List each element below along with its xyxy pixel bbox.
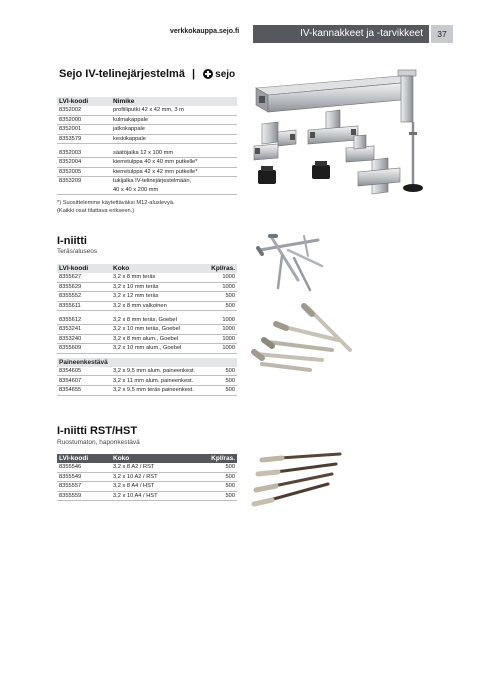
sejo-logo — [203, 69, 235, 80]
table-row — [57, 292, 237, 302]
product-code: 8355629 — [57, 282, 111, 292]
table-row — [57, 186, 237, 195]
product-qty: 1000 — [206, 315, 237, 324]
product-size: 3,2 x 8 mm teräs — [111, 273, 206, 282]
subsection-heading: Paineenkestävä — [57, 358, 237, 367]
product-code: 8355627 — [57, 273, 111, 282]
product-qty: 500 — [206, 385, 237, 395]
table-row — [57, 125, 237, 135]
rivet-table — [57, 264, 237, 396]
product-qty: 1000 — [206, 324, 237, 334]
table-row — [57, 157, 237, 167]
product-qty: 500 — [206, 376, 237, 386]
product-code: 8355546 — [57, 463, 111, 472]
table-row — [57, 148, 237, 157]
table-row — [57, 167, 237, 177]
product-size: 3,2 x 8 mm teräs, Goebel — [111, 315, 206, 324]
frame-parts-table — [57, 97, 237, 195]
table-row — [57, 115, 237, 125]
product-code: 8353240 — [57, 334, 111, 344]
product-code: 8352004 — [57, 157, 111, 167]
column-header-code: LVI-koodi — [57, 264, 111, 273]
table-row — [57, 472, 237, 482]
table-row — [57, 177, 237, 186]
product-qty: 1000 — [206, 273, 237, 282]
product-name: kierretulppa 40 x 40 mm putkelle* — [111, 157, 237, 167]
product-code: 8353241 — [57, 324, 111, 334]
product-size: 3,2 x 10 mm teräs, Goebel — [111, 324, 206, 334]
column-header-code: LVI-koodi — [57, 454, 111, 463]
product-qty: 1000 — [206, 334, 237, 344]
product-code: 8355609 — [57, 344, 111, 354]
table-row — [57, 324, 237, 334]
product-code: 8354655 — [57, 385, 111, 395]
product-size: 3,2 x 12 mm teräs — [111, 292, 206, 302]
title-separator: | — [192, 68, 196, 80]
footnote-line-2: (Kaikki osat tilattava erikseen.) — [57, 208, 135, 214]
product-size: 3,2 x 10 A4 / HST — [111, 491, 191, 501]
table-row — [57, 282, 237, 292]
site-url: verkkokauppa.sejo.fi — [170, 28, 240, 35]
product-code: 8352002 — [57, 106, 111, 115]
product-code: 8352001 — [57, 125, 111, 135]
table-row — [57, 273, 237, 282]
product-size: 3,2 x 8 A2 / RST — [111, 463, 191, 472]
table-row — [57, 134, 237, 144]
product-size: 3,2 x 9,5 mm teräs paineenkest. — [111, 385, 206, 395]
rst-rivet-table — [57, 454, 237, 501]
table-row — [57, 376, 237, 386]
product-size: 3,2 x 10 mm teräs — [111, 282, 206, 292]
product-code: 8355611 — [57, 301, 111, 311]
product-code: 8355559 — [57, 491, 111, 501]
sejo-logo-text: sejo — [215, 68, 236, 80]
product-code: 8353209 — [59, 178, 82, 185]
product-name: säätöjalka 12 x 100 mm — [111, 148, 237, 157]
table-row — [57, 334, 237, 344]
rivet-section-subtitle: Teräs/aluseos — [57, 248, 98, 255]
table-row — [57, 344, 237, 354]
page-number: 37 — [431, 25, 453, 43]
product-qty: 500 — [206, 292, 237, 302]
product-size: 3,2 x 10 A2 / RST — [111, 472, 191, 482]
category-banner: IV-kannakkeet ja -tarvikkeet — [253, 25, 429, 43]
goebel-rivets-illustration — [252, 300, 362, 378]
column-header-name: Nimike — [111, 97, 237, 106]
product-name: profiiliputki 42 x 42 mm, 3 m — [111, 106, 237, 115]
column-header-qty: Kpl/ras. — [206, 264, 237, 273]
rst-rivets-illustration — [252, 446, 344, 508]
product-name: jatkokappale — [111, 125, 237, 135]
product-code: 8355612 — [57, 315, 111, 324]
product-code: 8355557 — [57, 482, 111, 492]
frame-section-title: Sejo IV-telinejärjestelmä — [59, 68, 185, 80]
frame-system-illustration — [250, 62, 430, 202]
threaded-plug-image — [258, 161, 330, 184]
product-size: 3,2 x 9,5 mm alum. paineenkest. — [111, 367, 206, 376]
product-size: 3,2 x 8 A4 / HST — [111, 482, 191, 492]
table-row — [57, 491, 237, 501]
column-header-size: Koko — [111, 454, 191, 463]
product-code: 8352003 — [57, 148, 111, 157]
product-code: 8353579 — [57, 134, 111, 144]
rst-section-title: I-niitti RST/HST — [57, 425, 138, 437]
product-qty: 1000 — [206, 282, 237, 292]
product-code: 8352005 — [57, 167, 111, 177]
column-header-size: Koko — [111, 264, 206, 273]
product-name-continued: 40 x 40 x 200 mm — [111, 186, 237, 195]
steel-rivets-illustration — [252, 230, 342, 300]
table-row — [57, 301, 237, 311]
footnote — [57, 199, 175, 215]
product-name: kierretulppa 42 x 42 mm putkelle* — [111, 167, 237, 177]
product-code: 8355552 — [57, 292, 111, 302]
corner-piece-image — [254, 122, 296, 160]
column-header-code: LVI-koodi — [57, 97, 111, 106]
rst-section-subtitle: Ruostumaton, haponkestävä — [57, 439, 140, 446]
joint-piece-image — [358, 158, 400, 194]
product-code: 8355549 — [57, 472, 111, 482]
product-code: 8352000 — [57, 115, 111, 125]
product-code: 8354605 — [57, 367, 111, 376]
frame-section-heading — [59, 68, 235, 80]
table-row — [57, 385, 237, 395]
product-size: 3,2 x 8 mm valkoinen — [111, 301, 206, 311]
profile-tube-image — [256, 76, 412, 112]
product-code: 8354607 — [57, 376, 111, 386]
product-qty: 500 — [206, 367, 237, 376]
product-name: keskikappale — [111, 134, 237, 144]
center-piece-image — [308, 110, 358, 144]
table-row — [57, 106, 237, 115]
product-name: kulmakappale — [111, 115, 237, 125]
sejo-logo-mark-icon — [203, 69, 213, 79]
table-row — [57, 463, 237, 472]
table-row — [57, 367, 237, 376]
footnote-line-1: *) Suosittelemme käytettäväksi M12-aluslevyä. — [57, 200, 175, 206]
product-qty: 500 — [206, 301, 237, 311]
adjustable-foot-image — [403, 122, 423, 192]
product-size: 3,2 x 11 mm alum. paineenkest. — [111, 376, 206, 386]
product-qty: 500 — [191, 482, 237, 492]
column-header-qty: Kpl/ras. — [191, 454, 237, 463]
product-qty: 500 — [191, 491, 237, 501]
support-leg-image — [398, 70, 416, 122]
rivet-section-title: I-niitti — [57, 235, 87, 247]
table-row — [57, 482, 237, 492]
table-row — [57, 315, 237, 324]
product-qty: 1000 — [206, 344, 237, 354]
product-qty: 500 — [191, 472, 237, 482]
product-size: 3,2 x 8 mm alum., Goebel — [111, 334, 206, 344]
product-name: tukijalka IV-telinejärjestelmään, — [113, 178, 192, 185]
product-qty: 500 — [191, 463, 237, 472]
product-size: 3,2 x 10 mm alum., Goebel — [111, 344, 206, 354]
